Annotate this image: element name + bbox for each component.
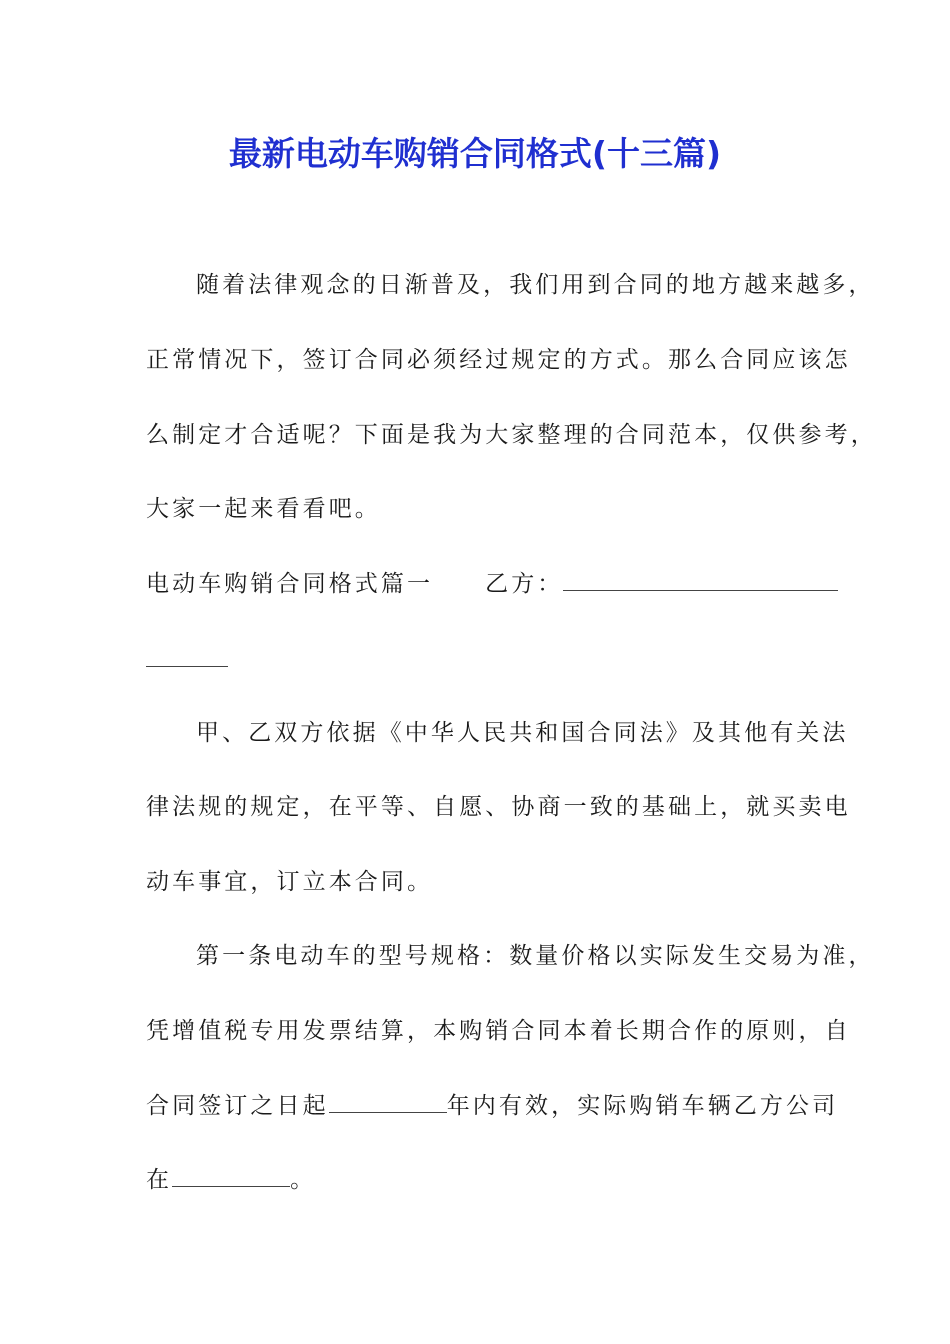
section-heading-row (146, 567, 838, 601)
intro-line-1: 随着法律观念的日渐普及，我们用到合同的地方越来越多， (196, 272, 875, 298)
para1-line-3: 动车事宜，订立本合同。 (146, 869, 434, 895)
party-b-label: 乙方： (485, 571, 564, 597)
para1-line-2: 律法规的规定，在平等、自愿、协商一致的基础上，就买卖电 (146, 794, 851, 820)
intro-line-2: 正常情况下，签订合同必须经过规定的方式。那么合同应该怎 (146, 347, 851, 373)
location-prefix: 在 (146, 1167, 173, 1193)
para2-line-2: 凭增值税专用发票结算，本购销合同本着长期合作的原则，自 (146, 1018, 851, 1044)
intro-line-3: 么制定才合适呢？下面是我为大家整理的合同范本，仅供参考， (146, 422, 877, 448)
para2-line-4 (146, 1163, 316, 1197)
party-b-blank (563, 568, 838, 591)
para1-line-1: 甲、乙双方依据《中华人民共和国合同法》及其他有关法 (196, 720, 849, 746)
location-suffix: 。 (290, 1167, 317, 1193)
validity-prefix: 合同签订之日起 (146, 1093, 329, 1119)
para2-line-3 (146, 1089, 838, 1123)
validity-suffix: 年内有效，实际购销车辆乙方公司 (446, 1093, 839, 1119)
intro-line-4: 大家一起来看看吧。 (146, 496, 381, 522)
location-blank (172, 1164, 290, 1187)
section-heading: 电动车购销合同格式篇一 (146, 571, 434, 597)
para2-line-1: 第一条电动车的型号规格：数量价格以实际发生交易为准， (196, 943, 875, 969)
party-b-blank-continued (146, 666, 228, 667)
document-title: 最新电动车购销合同格式(十三篇) (228, 134, 722, 173)
validity-years-blank (329, 1090, 447, 1113)
